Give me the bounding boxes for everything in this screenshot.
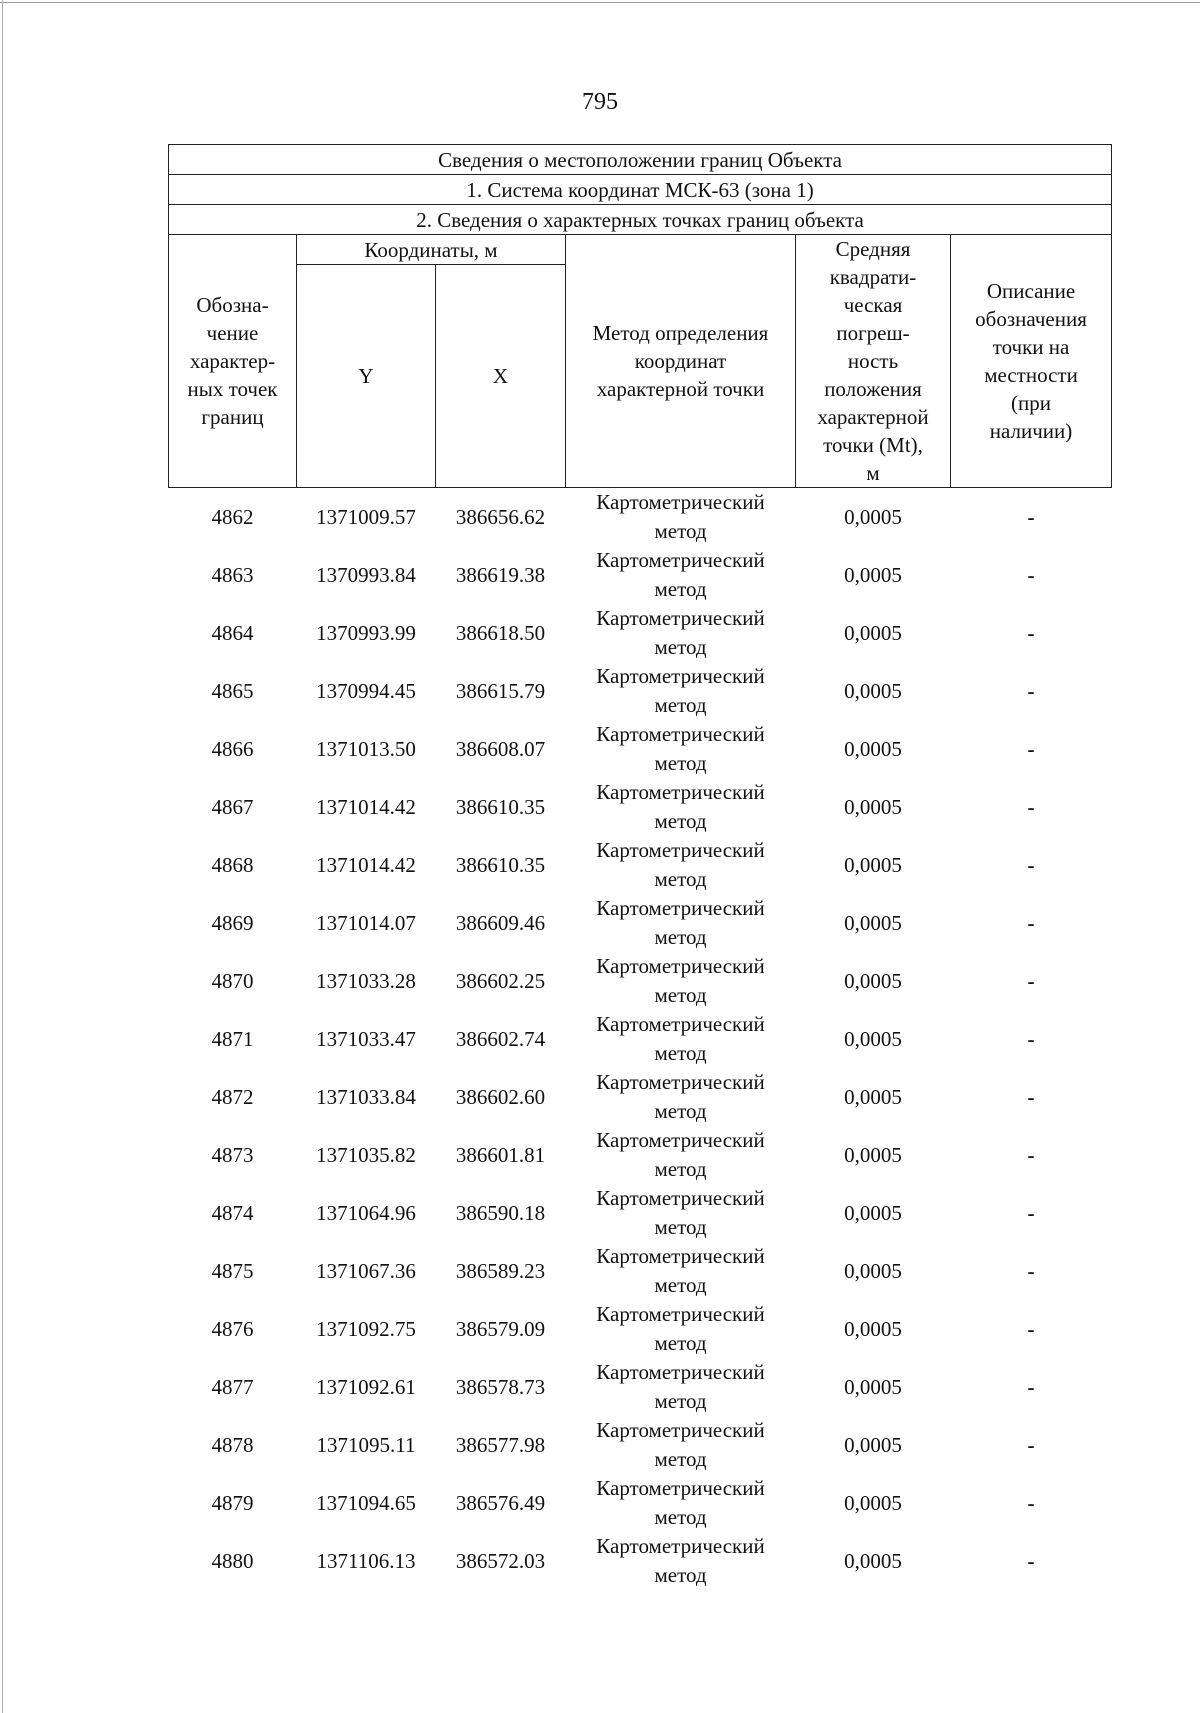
table-title: Сведения о местоположении границ Объекта bbox=[169, 145, 1112, 175]
cell-y: 1371033.84 bbox=[316, 1085, 416, 1109]
section-title: 2. Сведения о характерных точках границ объекта bbox=[169, 205, 1112, 235]
cell-method: Картометрический метод bbox=[596, 1244, 765, 1297]
table-row bbox=[169, 604, 1112, 662]
cell-method: Картометрический метод bbox=[596, 1418, 765, 1471]
cell-y: 1371092.61 bbox=[316, 1375, 416, 1399]
scan-edge-left bbox=[2, 0, 3, 1713]
cell-point-id: 4866 bbox=[211, 737, 254, 761]
cell-method: Картометрический метод bbox=[596, 780, 765, 833]
cell-x: 386589.23 bbox=[455, 1259, 546, 1283]
table-row bbox=[169, 778, 1112, 836]
table-row bbox=[169, 488, 1112, 547]
header-description: Описание обозначения точки на местности (при наличии) bbox=[951, 235, 1112, 488]
cell-point-id: 4868 bbox=[211, 853, 254, 877]
cell-error: 0,0005 bbox=[844, 679, 902, 703]
cell-point-id: 4877 bbox=[211, 1375, 254, 1399]
cell-x: 386618.50 bbox=[455, 621, 546, 645]
table-body bbox=[169, 488, 1112, 1591]
cell-y: 1370993.84 bbox=[316, 563, 416, 587]
cell-description: - bbox=[1027, 621, 1035, 645]
cell-method: Картометрический метод bbox=[596, 1476, 765, 1529]
cell-point-id: 4876 bbox=[211, 1317, 254, 1341]
scan-edge-top bbox=[0, 2, 1200, 3]
cell-point-id: 4878 bbox=[211, 1433, 254, 1457]
cell-y: 1371033.47 bbox=[316, 1027, 416, 1051]
cell-description: - bbox=[1027, 969, 1035, 993]
cell-error: 0,0005 bbox=[844, 1375, 902, 1399]
table-row bbox=[169, 952, 1112, 1010]
cell-y: 1370993.99 bbox=[316, 621, 416, 645]
cell-y: 1371092.75 bbox=[316, 1317, 416, 1341]
cell-description: - bbox=[1027, 1259, 1035, 1283]
cell-y: 1371014.07 bbox=[316, 911, 416, 935]
table-row bbox=[169, 1300, 1112, 1358]
cell-point-id: 4870 bbox=[211, 969, 254, 993]
cell-y: 1370994.45 bbox=[316, 679, 416, 703]
cell-x: 386578.73 bbox=[455, 1375, 546, 1399]
cell-error: 0,0005 bbox=[844, 1143, 902, 1167]
cell-description: - bbox=[1027, 1027, 1035, 1051]
cell-x: 386608.07 bbox=[455, 737, 546, 761]
cell-point-id: 4875 bbox=[211, 1259, 254, 1283]
boundary-points-table bbox=[168, 144, 1112, 1590]
cell-y: 1371009.57 bbox=[316, 505, 416, 529]
cell-description: - bbox=[1027, 1375, 1035, 1399]
cell-description: - bbox=[1027, 737, 1035, 761]
table-row bbox=[169, 1532, 1112, 1590]
cell-method: Картометрический метод bbox=[596, 1302, 765, 1355]
cell-error: 0,0005 bbox=[844, 1027, 902, 1051]
cell-description: - bbox=[1027, 1317, 1035, 1341]
cell-error: 0,0005 bbox=[844, 1433, 902, 1457]
cell-method: Картометрический метод bbox=[596, 548, 765, 601]
cell-error: 0,0005 bbox=[844, 737, 902, 761]
cell-description: - bbox=[1027, 853, 1035, 877]
cell-method: Картометрический метод bbox=[596, 490, 765, 543]
cell-method: Картометрический метод bbox=[596, 664, 765, 717]
cell-method: Картометрический метод bbox=[596, 722, 765, 775]
header-method: Метод определения координат характерной точки bbox=[566, 235, 796, 488]
table-row bbox=[169, 894, 1112, 952]
cell-description: - bbox=[1027, 1549, 1035, 1573]
cell-description: - bbox=[1027, 505, 1035, 529]
table-row bbox=[169, 1068, 1112, 1126]
cell-point-id: 4880 bbox=[211, 1549, 254, 1573]
table-row bbox=[169, 546, 1112, 604]
cell-description: - bbox=[1027, 1201, 1035, 1225]
cell-method: Картометрический метод bbox=[596, 1186, 765, 1239]
cell-x: 386615.79 bbox=[455, 679, 546, 703]
cell-point-id: 4865 bbox=[211, 679, 254, 703]
table-row bbox=[169, 1416, 1112, 1474]
cell-error: 0,0005 bbox=[844, 1259, 902, 1283]
cell-error: 0,0005 bbox=[844, 853, 902, 877]
cell-y: 1371013.50 bbox=[316, 737, 416, 761]
cell-method: Картометрический метод bbox=[596, 1534, 765, 1587]
cell-description: - bbox=[1027, 1143, 1035, 1167]
cell-y: 1371067.36 bbox=[316, 1259, 416, 1283]
cell-y: 1371095.11 bbox=[316, 1433, 416, 1457]
header-y: Y bbox=[297, 265, 436, 488]
header-coordinates: Координаты, м bbox=[297, 235, 566, 265]
cell-x: 386602.60 bbox=[455, 1085, 546, 1109]
cell-x: 386577.98 bbox=[455, 1433, 546, 1457]
cell-x: 386610.35 bbox=[455, 795, 546, 819]
cell-description: - bbox=[1027, 1085, 1035, 1109]
table-row bbox=[169, 662, 1112, 720]
cell-error: 0,0005 bbox=[844, 911, 902, 935]
cell-x: 386656.62 bbox=[455, 505, 546, 529]
cell-point-id: 4864 bbox=[211, 621, 254, 645]
cell-x: 386572.03 bbox=[455, 1549, 546, 1573]
cell-point-id: 4874 bbox=[211, 1201, 254, 1225]
cell-y: 1371106.13 bbox=[316, 1549, 416, 1573]
cell-y: 1371064.96 bbox=[316, 1201, 416, 1225]
table-row bbox=[169, 1358, 1112, 1416]
cell-point-id: 4879 bbox=[211, 1491, 254, 1515]
cell-description: - bbox=[1027, 1433, 1035, 1457]
cell-point-id: 4862 bbox=[211, 505, 254, 529]
cell-x: 386619.38 bbox=[455, 563, 546, 587]
cell-x: 386602.25 bbox=[455, 969, 546, 993]
cell-description: - bbox=[1027, 911, 1035, 935]
cell-y: 1371094.65 bbox=[316, 1491, 416, 1515]
cell-error: 0,0005 bbox=[844, 1317, 902, 1341]
cell-method: Картометрический метод bbox=[596, 1012, 765, 1065]
cell-method: Картометрический метод bbox=[596, 606, 765, 659]
cell-error: 0,0005 bbox=[844, 505, 902, 529]
cell-description: - bbox=[1027, 563, 1035, 587]
cell-y: 1371014.42 bbox=[316, 795, 416, 819]
cell-x: 386609.46 bbox=[455, 911, 546, 935]
cell-method: Картометрический метод bbox=[596, 838, 765, 891]
cell-point-id: 4871 bbox=[211, 1027, 254, 1051]
coordinate-system: 1. Система координат МСК-63 (зона 1) bbox=[169, 175, 1112, 205]
cell-error: 0,0005 bbox=[844, 1549, 902, 1573]
cell-point-id: 4863 bbox=[211, 563, 254, 587]
cell-description: - bbox=[1027, 679, 1035, 703]
cell-method: Картометрический метод bbox=[596, 896, 765, 949]
cell-error: 0,0005 bbox=[844, 1201, 902, 1225]
cell-y: 1371014.42 bbox=[316, 853, 416, 877]
cell-description: - bbox=[1027, 1491, 1035, 1515]
table-row bbox=[169, 1474, 1112, 1532]
header-x: X bbox=[436, 265, 566, 488]
cell-error: 0,0005 bbox=[844, 563, 902, 587]
table-row bbox=[169, 720, 1112, 778]
cell-point-id: 4873 bbox=[211, 1143, 254, 1167]
cell-point-id: 4867 bbox=[211, 795, 254, 819]
header-error: Средняя квадрати- ческая погреш- ность положения характерной точки (Mt), м bbox=[796, 235, 951, 488]
cell-x: 386601.81 bbox=[455, 1143, 546, 1167]
cell-method: Картометрический метод bbox=[596, 1070, 765, 1123]
cell-description: - bbox=[1027, 795, 1035, 819]
cell-error: 0,0005 bbox=[844, 1491, 902, 1515]
cell-error: 0,0005 bbox=[844, 969, 902, 993]
page-number: 795 bbox=[582, 89, 618, 115]
cell-error: 0,0005 bbox=[844, 1085, 902, 1109]
header-designation: Обозна- чение характер- ных точек границ bbox=[169, 235, 297, 488]
cell-x: 386576.49 bbox=[455, 1491, 546, 1515]
cell-method: Картометрический метод bbox=[596, 1360, 765, 1413]
cell-y: 1371035.82 bbox=[316, 1143, 416, 1167]
cell-error: 0,0005 bbox=[844, 621, 902, 645]
cell-x: 386590.18 bbox=[455, 1201, 546, 1225]
cell-y: 1371033.28 bbox=[316, 969, 416, 993]
cell-point-id: 4869 bbox=[211, 911, 254, 935]
cell-method: Картометрический метод bbox=[596, 1128, 765, 1181]
cell-x: 386602.74 bbox=[455, 1027, 546, 1051]
table-row bbox=[169, 1184, 1112, 1242]
cell-x: 386579.09 bbox=[455, 1317, 546, 1341]
cell-error: 0,0005 bbox=[844, 795, 902, 819]
table-row bbox=[169, 836, 1112, 894]
table-row bbox=[169, 1126, 1112, 1184]
cell-x: 386610.35 bbox=[455, 853, 546, 877]
cell-method: Картометрический метод bbox=[596, 954, 765, 1007]
cell-point-id: 4872 bbox=[211, 1085, 254, 1109]
table-row bbox=[169, 1010, 1112, 1068]
table-row bbox=[169, 1242, 1112, 1300]
